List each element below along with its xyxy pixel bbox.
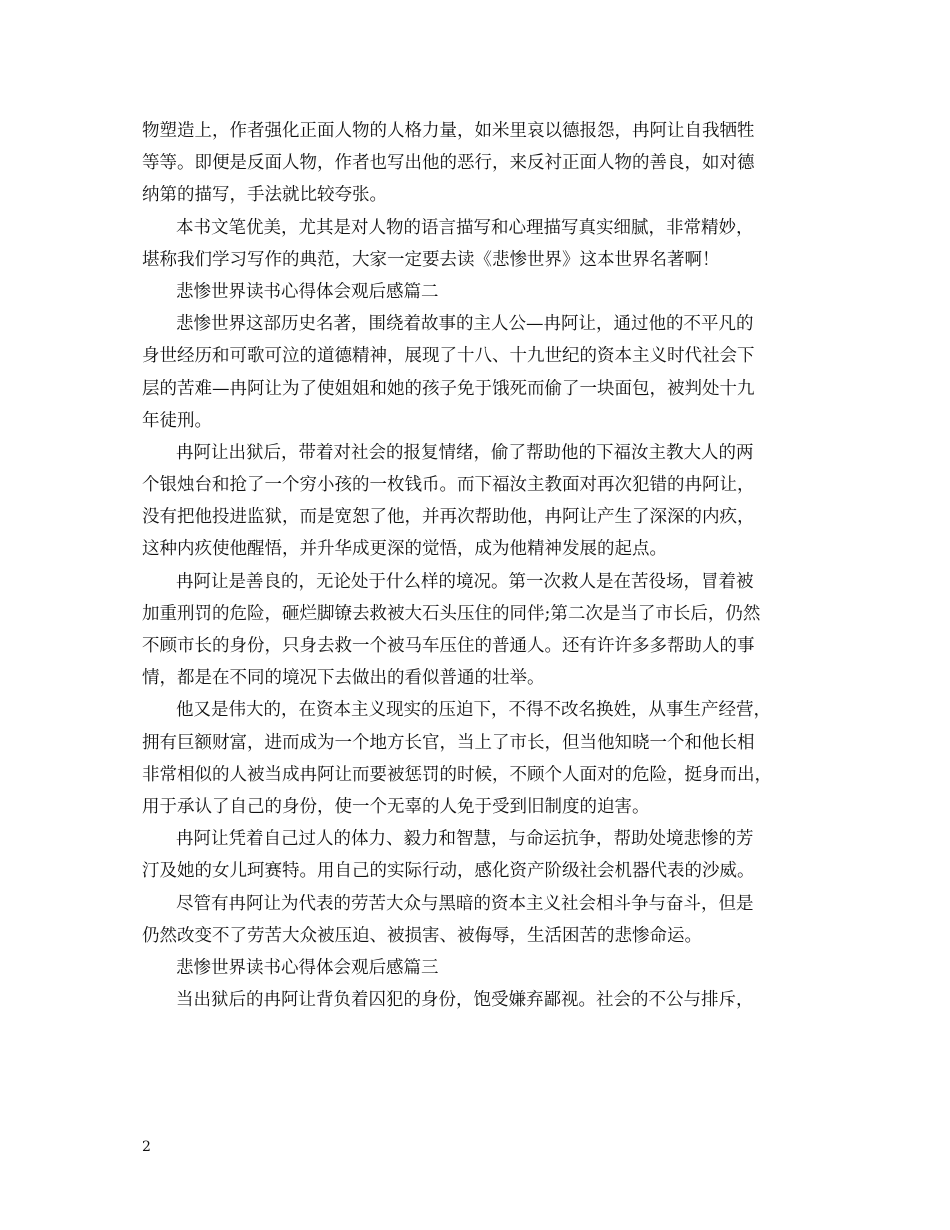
text-line: 仍然改变不了劳苦大众被压迫、被损害、被侮辱，生活困苦的悲惨命运。: [142, 925, 702, 946]
text-line: 年徒刑。: [142, 410, 212, 431]
text-line: 冉阿让出狱后，带着对社会的报复情绪，偷了帮助他的下福汝主教大人的两: [176, 442, 754, 463]
text-line: 汀及她的女儿珂赛特。用自己的实际行动，感化资产阶级社会机器代表的沙威。: [142, 861, 755, 882]
text-line: 等等。即便是反面人物，作者也写出他的恶行，来反衬正面人物的善良，如对德: [142, 153, 755, 174]
text-line: 层的苦难—冉阿让为了使姐姐和她的孩子免于饿死而偷了一块面包，被判处十九: [142, 378, 755, 399]
text-line: 悲惨世界读书心得体会观后感篇三: [176, 957, 439, 978]
text-line: 非常相似的人被当成冉阿让而要被惩罚的时候，不顾个人面对的危险，挺身而出，: [142, 764, 772, 785]
text-line: 纳第的描写，手法就比较夸张。: [142, 185, 387, 206]
text-line: 冉阿让凭着自己过人的体力、毅力和智慧，与命运抗争，帮助处境悲惨的芳: [176, 829, 754, 850]
text-line: 物塑造上，作者强化正面人物的人格力量，如米里哀以德报怨，冉阿让自我牺牲: [142, 121, 755, 141]
text-line: 情，都是在不同的境况下去做出的看似普通的壮举。: [142, 668, 545, 689]
page-number: 2: [142, 1139, 151, 1155]
text-line: 当出狱后的冉阿让背负着囚犯的身份，饱受嫌弃鄙视。社会的不公与排斥，: [176, 990, 754, 1011]
text-line: 堪称我们学习写作的典范，大家一定要去读《悲惨世界》这本世界名著啊！: [142, 249, 720, 270]
text-line: 他又是伟大的，在资本主义现实的压迫下，不得不改名换姓，从事生产经营，: [176, 700, 771, 721]
text-line: 这种内疚使他醒悟，并升华成更深的觉悟，成为他精神发展的起点。: [142, 539, 667, 560]
text-line: 冉阿让是善良的，无论处于什么样的境况。第一次救人是在苦役场，冒着被: [176, 571, 754, 592]
text-line: 加重刑罚的危险，砸烂脚镣去救被大石头压住的同伴;第二次是当了市长后，仍然: [142, 603, 761, 624]
document-body: [142, 115, 832, 1016]
text-line: 不顾市长的身份，只身去救一个被马车压住的普通人。还有许许多多帮助人的事: [142, 636, 755, 656]
text-line: 悲惨世界这部历史名著，围绕着故事的主人公—冉阿让，通过他的不平凡的: [176, 314, 754, 335]
text-line: 拥有巨额财富，进而成为一个地方长官，当上了市长，但当他知晓一个和他长相: [142, 732, 755, 753]
text-line: 本书文笔优美，尤其是对人物的语言描写和心理描写真实细腻，非常精妙，: [176, 217, 754, 238]
text-line: 个银烛台和抢了一个穷小孩的一枚钱币。而下福汝主教面对再次犯错的冉阿让，: [142, 475, 755, 496]
text-line: 身世经历和可歌可泣的道德精神，展现了十八、十九世纪的资本主义时代社会下: [142, 346, 755, 367]
text-line: 没有把他投进监狱，而是宽恕了他，并再次帮助他，冉阿让产生了深深的内疚，: [142, 507, 755, 528]
text-line: 尽管有冉阿让为代表的劳苦大众与黑暗的资本主义社会相斗争与奋斗，但是: [176, 893, 754, 914]
text-line: 悲惨世界读书心得体会观后感篇二: [176, 281, 439, 302]
text-line: 用于承认了自己的身份，使一个无辜的人免于受到旧制度的迫害。: [142, 796, 650, 817]
